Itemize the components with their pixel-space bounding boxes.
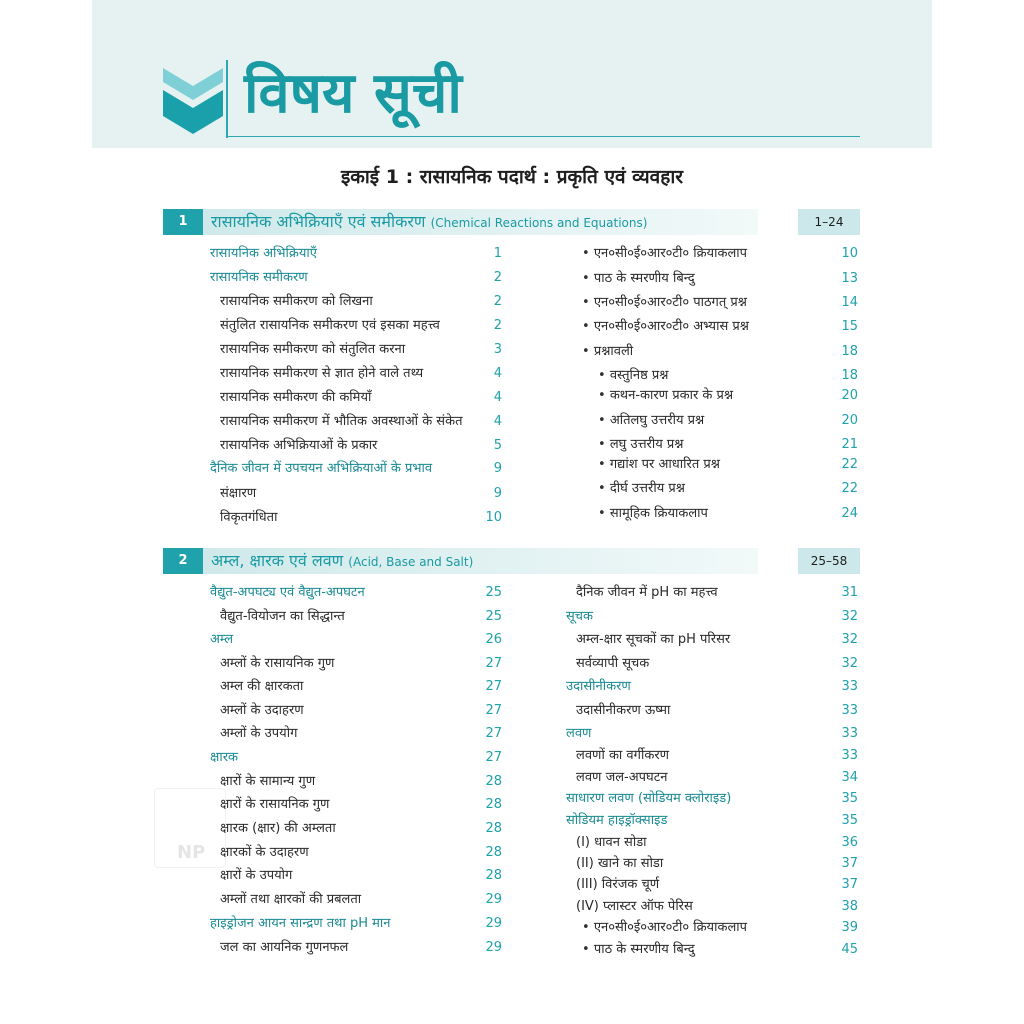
- toc-entry[interactable]: • पाठ के स्मरणीय बिन्दु: [582, 271, 695, 287]
- chapter-title: [211, 209, 647, 236]
- toc-entry[interactable]: अम्लों तथा क्षारकों की प्रबलता: [220, 892, 362, 907]
- toc-page-number: 24: [841, 506, 858, 521]
- toc-page-number: 2: [493, 270, 502, 285]
- toc-entry[interactable]: • कथन-कारण प्रकार के प्रश्न: [598, 388, 733, 404]
- toc-page-number: 39: [841, 920, 858, 935]
- chapter-number: 2: [163, 548, 203, 574]
- toc-page-number: 4: [493, 366, 502, 381]
- toc-page-number: 21: [841, 437, 858, 452]
- toc-page-number: 37: [841, 856, 858, 871]
- toc-entry[interactable]: उदासीनीकरण: [566, 679, 631, 694]
- toc-entry[interactable]: अम्लों के उपयोग: [220, 726, 298, 741]
- toc-entry[interactable]: अम्लों के उदाहरण: [220, 703, 304, 718]
- title-underline: [226, 136, 860, 137]
- chapter-title-english: (Chemical Reactions and Equations): [430, 216, 648, 230]
- toc-page-number: 9: [493, 486, 502, 501]
- toc-page-number: 25: [485, 585, 502, 600]
- toc-entry[interactable]: • एन०सी०ई०आर०टी० क्रियाकलाप: [582, 246, 747, 262]
- toc-entry[interactable]: • एन०सी०ई०आर०टी० अभ्यास प्रश्न: [582, 319, 749, 335]
- toc-page-number: 32: [841, 656, 858, 671]
- toc-page-number: 33: [841, 748, 858, 763]
- publisher-watermark: [154, 788, 226, 868]
- chapter-page-range: 25–58: [798, 548, 860, 574]
- toc-page-number: 13: [841, 271, 858, 286]
- toc-page-number: 33: [841, 726, 858, 741]
- title-divider: [226, 60, 228, 138]
- toc-entry[interactable]: • एन०सी०ई०आर०टी० क्रियाकलाप: [582, 920, 747, 936]
- toc-entry[interactable]: अम्लों के रासायनिक गुण: [220, 656, 335, 671]
- toc-entry[interactable]: (I) धावन सोडा: [576, 835, 647, 850]
- toc-entry[interactable]: (III) विरंजक चूर्ण: [576, 877, 660, 892]
- toc-entry[interactable]: दैनिक जीवन में उपचयन अभिक्रियाओं के प्रभाव: [210, 461, 433, 476]
- toc-page-number: 33: [841, 679, 858, 694]
- toc-page-number: 34: [841, 770, 858, 785]
- toc-page-number: 18: [841, 368, 858, 383]
- toc-page-number: 9: [493, 461, 502, 476]
- toc-entry[interactable]: • लघु उत्तरीय प्रश्न: [598, 437, 684, 453]
- toc-entry[interactable]: संक्षारण: [220, 486, 257, 501]
- toc-page-number: 29: [485, 892, 502, 907]
- toc-entry[interactable]: रासायनिक समीकरण में भौतिक अवस्थाओं के संकेत: [220, 414, 463, 429]
- toc-page-number: 10: [841, 246, 858, 261]
- toc-entry[interactable]: अम्ल-क्षार सूचकों का pH परिसर: [576, 632, 731, 647]
- toc-page-number: 28: [485, 797, 502, 812]
- toc-page-number: 28: [485, 845, 502, 860]
- toc-page-number: 33: [841, 703, 858, 718]
- toc-page-number: 5: [493, 438, 502, 453]
- toc-entry[interactable]: वैद्युत-वियोजन का सिद्धान्त: [220, 609, 345, 624]
- toc-page-number: 32: [841, 609, 858, 624]
- chapter-number: 1: [163, 209, 203, 235]
- toc-entry[interactable]: रासायनिक अभिक्रियाएँ: [210, 246, 317, 261]
- toc-page-number: 18: [841, 344, 858, 359]
- toc-page-number: 15: [841, 319, 858, 334]
- toc-entry[interactable]: • गद्यांश पर आधारित प्रश्न: [598, 457, 720, 473]
- toc-entry[interactable]: साधारण लवण (सोडियम क्लोराइड): [566, 791, 732, 806]
- toc-page-number: 28: [485, 821, 502, 836]
- toc-entry[interactable]: अम्ल की क्षारकता: [220, 679, 304, 694]
- toc-entry[interactable]: • सामूहिक क्रियाकलाप: [598, 506, 708, 522]
- toc-entry[interactable]: संतुलित रासायनिक समीकरण एवं इसका महत्त्व: [220, 318, 440, 333]
- chapter-title-english: (Acid, Base and Salt): [348, 555, 474, 569]
- toc-page-number: 26: [485, 632, 502, 647]
- toc-entry[interactable]: • प्रश्नावली: [582, 344, 633, 360]
- toc-entry[interactable]: दैनिक जीवन में pH का महत्त्व: [576, 585, 718, 600]
- toc-page-number: 45: [841, 942, 858, 957]
- toc-entry[interactable]: रासायनिक समीकरण को संतुलित करना: [220, 342, 406, 357]
- toc-entry[interactable]: • पाठ के स्मरणीय बिन्दु: [582, 942, 695, 958]
- toc-page-number: 27: [485, 750, 502, 765]
- toc-entry[interactable]: क्षारों के रासायनिक गुण: [220, 797, 330, 812]
- toc-entry[interactable]: सूचक: [566, 609, 594, 624]
- toc-entry[interactable]: क्षारक: [210, 750, 238, 765]
- toc-entry[interactable]: क्षारों के सामान्य गुण: [220, 774, 316, 789]
- toc-page-number: 38: [841, 899, 858, 914]
- toc-entry[interactable]: सर्वव्यापी सूचक: [576, 656, 650, 671]
- toc-page-number: 27: [485, 679, 502, 694]
- toc-entry[interactable]: • दीर्घ उत्तरीय प्रश्न: [598, 481, 685, 497]
- toc-page-number: 25: [485, 609, 502, 624]
- toc-entry[interactable]: • एन०सी०ई०आर०टी० पाठगत् प्रश्न: [582, 295, 747, 311]
- toc-entry[interactable]: (II) खाने का सोडा: [576, 856, 664, 871]
- toc-page-number: 2: [493, 318, 502, 333]
- toc-entry[interactable]: क्षारक (क्षार) की अम्लता: [220, 821, 336, 836]
- page-title: विषय सूची: [244, 61, 462, 126]
- toc-page-number: 4: [493, 414, 502, 429]
- toc-page-number: 10: [485, 510, 502, 525]
- toc-page-number: 28: [485, 868, 502, 883]
- toc-page-number: 27: [485, 703, 502, 718]
- toc-entry[interactable]: रासायनिक समीकरण की कमियाँ: [220, 390, 372, 405]
- toc-entry[interactable]: • अतिलघु उत्तरीय प्रश्न: [598, 413, 704, 429]
- chapter-page-range: 1–24: [798, 209, 860, 235]
- toc-entry[interactable]: लवण जल-अपघटन: [576, 770, 668, 785]
- toc-page-number: 37: [841, 877, 858, 892]
- toc-page-number: 31: [841, 585, 858, 600]
- toc-page-number: 20: [841, 388, 858, 403]
- toc-page-number: 27: [485, 726, 502, 741]
- toc-entry[interactable]: अम्ल: [210, 632, 234, 647]
- toc-entry[interactable]: रासायनिक समीकरण को लिखना: [220, 294, 373, 309]
- toc-page-number: 27: [485, 656, 502, 671]
- toc-page-number: 29: [485, 940, 502, 955]
- toc-entry[interactable]: क्षारों के उपयोग: [220, 868, 293, 883]
- chapter-title-hindi: रासायनिक अभिक्रियाएँ एवं समीकरण: [211, 212, 426, 231]
- toc-entry[interactable]: विकृतगंधिता: [220, 510, 278, 525]
- toc-page-number: 2: [493, 294, 502, 309]
- toc-page-number: 22: [841, 481, 858, 496]
- toc-entry[interactable]: सोडियम हाइड्रॉक्साइड: [566, 813, 668, 828]
- toc-page-number: 4: [493, 390, 502, 405]
- toc-page-number: 29: [485, 916, 502, 931]
- toc-entry[interactable]: क्षारकों के उदाहरण: [220, 845, 309, 860]
- toc-page-number: 35: [841, 791, 858, 806]
- toc-entry[interactable]: लवण: [566, 726, 592, 741]
- toc-page-number: 1: [493, 246, 502, 261]
- chapter-header-2[interactable]: [163, 548, 860, 574]
- chapter-title: [211, 548, 473, 575]
- toc-entry[interactable]: लवणों का वर्गीकरण: [576, 748, 670, 763]
- toc-entry[interactable]: हाइड्रोजन आयन सान्द्रण तथा pH मान: [210, 916, 391, 931]
- toc-page-number: 22: [841, 457, 858, 472]
- toc-page-number: 3: [493, 342, 502, 357]
- toc-page-number: 20: [841, 413, 858, 428]
- chevron-down-icon: [163, 68, 223, 138]
- toc-entry[interactable]: वैद्युत-अपघट्य एवं वैद्युत-अपघटन: [210, 585, 365, 600]
- toc-entry[interactable]: रासायनिक समीकरण: [210, 270, 308, 285]
- toc-entry[interactable]: (IV) प्लास्टर ऑफ पेरिस: [576, 899, 693, 914]
- chapter-header-1[interactable]: [163, 209, 860, 235]
- toc-page-number: 14: [841, 295, 858, 310]
- toc-page-number: 28: [485, 774, 502, 789]
- chapter-title-hindi: अम्ल, क्षारक एवं लवण: [211, 551, 344, 570]
- toc-entry[interactable]: रासायनिक समीकरण से ज्ञात होने वाले तथ्य: [220, 366, 424, 381]
- watermark-text: NP: [177, 842, 206, 863]
- toc-page-number: 35: [841, 813, 858, 828]
- toc-page-number: 36: [841, 835, 858, 850]
- toc-entry[interactable]: • वस्तुनिष्ठ प्रश्न: [598, 368, 668, 384]
- toc-entry[interactable]: उदासीनीकरण ऊष्मा: [576, 703, 671, 718]
- unit-title: इकाई 1 : रासायनिक पदार्थ : प्रकृति एवं व्यवहार: [340, 166, 684, 188]
- toc-entry[interactable]: जल का आयनिक गुणनफल: [220, 940, 349, 955]
- toc-entry[interactable]: रासायनिक अभिक्रियाओं के प्रकार: [220, 438, 378, 453]
- toc-page-number: 32: [841, 632, 858, 647]
